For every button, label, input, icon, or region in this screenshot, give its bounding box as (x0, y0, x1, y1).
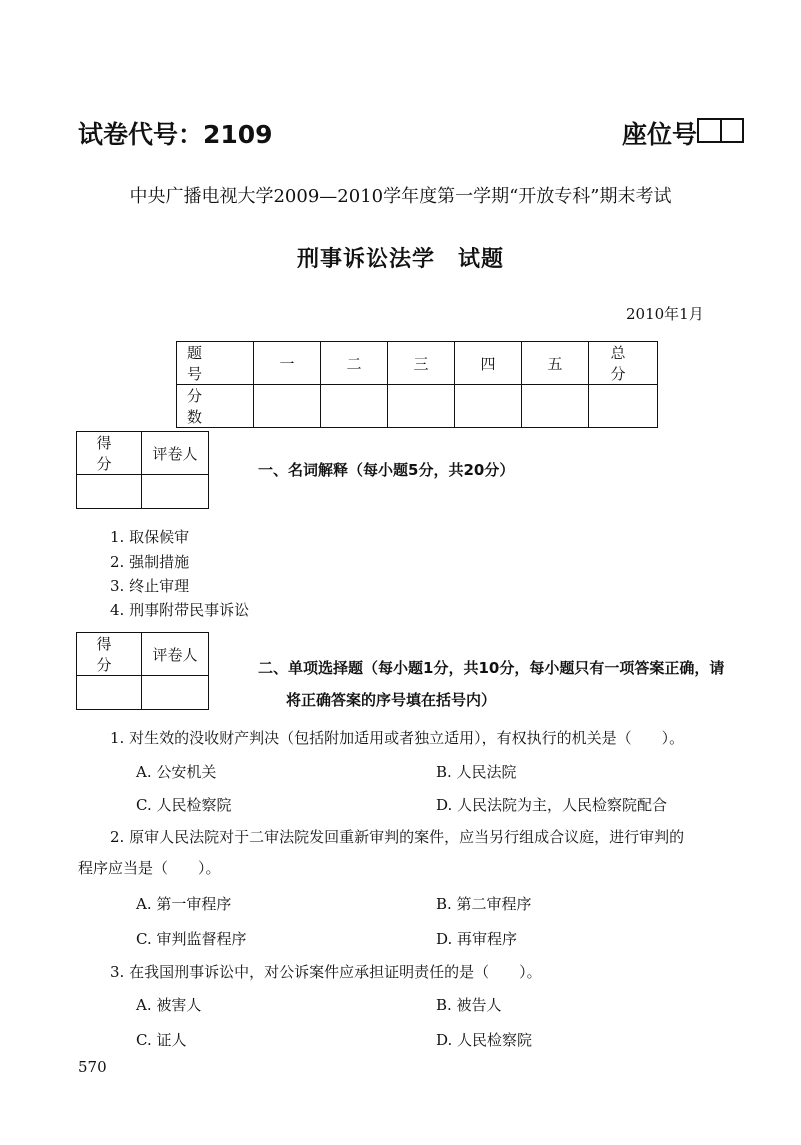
score-table-cell: 三 (388, 342, 455, 385)
score-table-cell: 二 (321, 342, 388, 385)
grader-box (76, 632, 209, 710)
list-item: 1. 取保候审 (110, 528, 190, 546)
list-item: 2. 强制措施 (110, 553, 190, 571)
question-option: C. 人民检察院 (136, 796, 232, 814)
question-option: D. 再审程序 (436, 930, 518, 948)
score-input-cell[interactable] (321, 385, 388, 428)
score-table-cell: 总 分 (589, 342, 658, 385)
score-label: 得 分 (77, 633, 142, 676)
score-input-cell[interactable] (254, 385, 321, 428)
question-option: B. 被告人 (436, 996, 502, 1014)
seat-number-box[interactable] (697, 118, 744, 143)
question-option: C. 审判监督程序 (136, 930, 247, 948)
question-stem-continued: 程序应当是（ ）。 (78, 859, 221, 877)
score-input-cell[interactable] (522, 385, 589, 428)
question-option: B. 第二审程序 (436, 895, 532, 913)
score-table-cell: 五 (522, 342, 589, 385)
score-label: 得 分 (77, 432, 142, 475)
score-input-cell[interactable] (589, 385, 658, 428)
score-table-cell: 一 (254, 342, 321, 385)
score-table-cell: 分 数 (177, 385, 254, 428)
exam-date: 2010年1月 (626, 305, 704, 323)
score-table-score-row (177, 385, 658, 428)
seat-box-cell[interactable] (720, 120, 743, 141)
seat-box-cell[interactable] (699, 120, 720, 141)
list-item: 4. 刑事附带民事诉讼 (110, 601, 250, 619)
page-number: 570 (78, 1058, 107, 1076)
exam-title: 刑事诉讼法学 试题 (296, 247, 504, 272)
grader-input-cell[interactable] (142, 475, 209, 509)
question-option: B. 人民法院 (436, 763, 517, 781)
question-option: C. 证人 (136, 1031, 187, 1049)
score-input-cell[interactable] (77, 676, 142, 710)
question-option: D. 人民法院为主，人民检察院配合 (436, 796, 668, 814)
score-table (176, 341, 661, 428)
grader-input-cell[interactable] (142, 676, 209, 710)
question-option: A. 公安机关 (136, 763, 217, 781)
question-stem: 1. 对生效的没收财产判决（包括附加适用或者独立适用），有权执行的机关是（ ）。 (110, 729, 685, 747)
section-2-title: 二、单项选择题（每小题1分，共10分，每小题只有一项答案正确，请 (258, 659, 725, 677)
question-option: A. 第一审程序 (136, 895, 232, 913)
question-stem: 2. 原审人民法院对于二审法院发回重新审判的案件，应当另行组成合议庭，进行审判的 (110, 828, 685, 846)
score-table-header-row (177, 342, 658, 385)
paper-code: 试卷代号：2109 (78, 120, 273, 149)
section-1-title: 一、名词解释（每小题5分，共20分） (258, 461, 515, 479)
grader-box (76, 431, 209, 509)
seat-number-label: 座位号 (622, 120, 698, 149)
section-2-title-continued: 将正确答案的序号填在括号内） (286, 691, 497, 709)
question-option: A. 被害人 (136, 996, 202, 1014)
exam-header: 中央广播电视大学2009—2010学年度第一学期“开放专科”期末考试 (129, 186, 672, 207)
question-option: D. 人民检察院 (436, 1031, 533, 1049)
score-input-cell[interactable] (388, 385, 455, 428)
score-input-cell[interactable] (455, 385, 522, 428)
score-table-cell: 四 (455, 342, 522, 385)
score-table-cell: 题 号 (177, 342, 254, 385)
grader-label: 评卷人 (142, 432, 209, 475)
score-input-cell[interactable] (77, 475, 142, 509)
grader-label: 评卷人 (142, 633, 209, 676)
question-stem: 3. 在我国刑事诉讼中，对公诉案件应承担证明责任的是（ ）。 (110, 963, 542, 981)
list-item: 3. 终止审理 (110, 577, 190, 595)
